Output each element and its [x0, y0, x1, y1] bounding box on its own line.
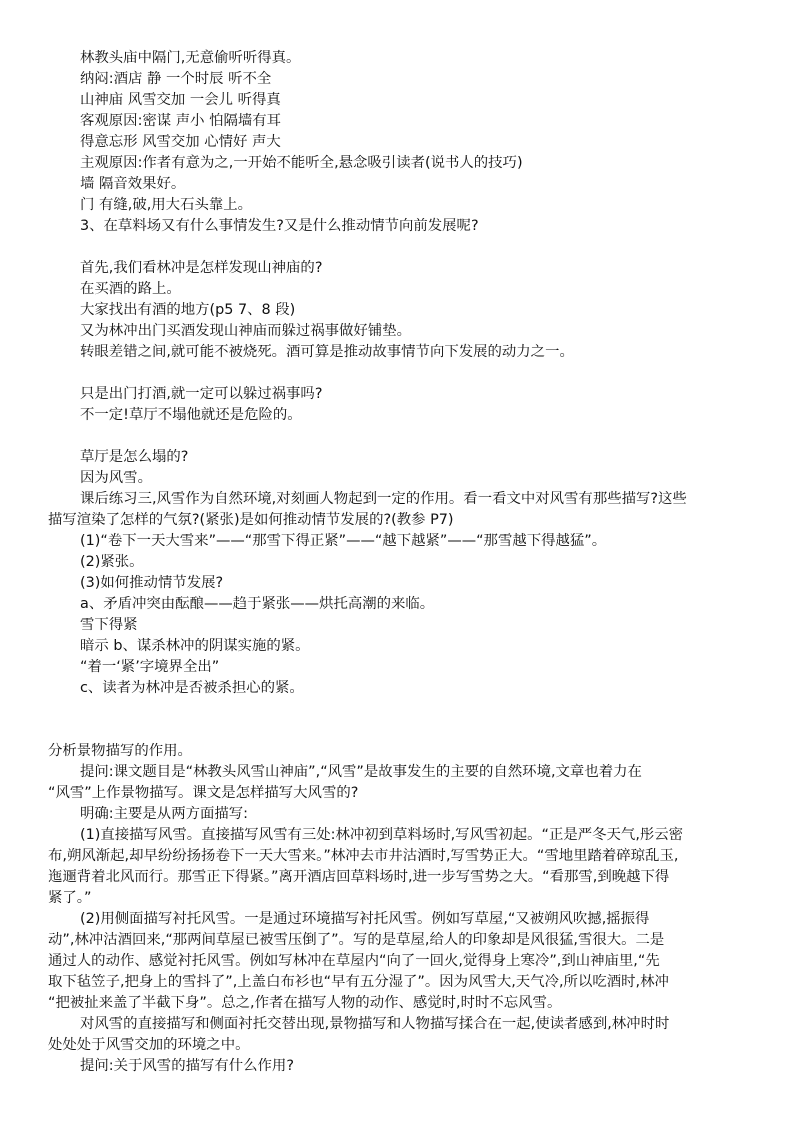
text-line: 雪下得紧 [80, 617, 138, 633]
text-line: 动”,林冲沽酒回来,“那两间草屋已被雪压倒了”。写的是草屋,给人的印象却是风很猛,雪很大。二是 [48, 932, 665, 948]
text-line: 首先,我们看林冲是怎样发现山神庙的? [80, 260, 323, 276]
text-line: 草厅是怎么塌的? [80, 449, 189, 465]
text-line: “把被扯来盖了半截下身”。总之,作者在描写人物的动作、感觉时,时时不忘风雪。 [48, 995, 562, 1011]
text-line: 布,朔风渐起,却早纷纷扬扬卷下一天大雪来。”林冲去市井沽酒时,写雪势正大。“雪地里踏着碎琼乱玉, [48, 848, 679, 864]
text-line: 主观原因:作者有意为之,一开始不能听全,悬念吸引读者(说书人的技巧) [80, 155, 523, 171]
text-line: 不一定!草厅不塌他就还是危险的。 [80, 407, 302, 423]
text-line: 通过人的动作、感觉衬托风雪。例如写林冲在草屋内“向了一回火,觉得身上寒冷”,到山神庙里,“先 [48, 953, 660, 969]
text-line: 得意忘形 风雪交加 心情好 声大 [80, 134, 281, 150]
text-line: 暗示 b、谋杀林冲的阴谋实施的紧。 [80, 638, 310, 654]
text-line: “风雪”上作景物描写。课文是怎样描写大风雪的? [48, 785, 359, 801]
text-line: 提问:关于风雪的描写有什么作用? [80, 1058, 294, 1074]
text-line: 紧了。” [48, 890, 92, 906]
text-line: 墙 隔音效果好。 [80, 176, 186, 192]
text-line: 明确:主要是从两方面描写: [80, 806, 248, 822]
text-line: 对风雪的直接描写和侧面衬托交替出现,景物描写和人物描写揉合在一起,使读者感到,林冲时时 [80, 1016, 670, 1032]
text-line: 提问:课文题目是“林教头风雪山神庙”,“风雪”是故事发生的主要的自然环境,文章也着力在 [80, 764, 642, 780]
text-line: 门 有缝,破,用大石头靠上。 [80, 197, 253, 213]
text-line: 课后练习三,风雪作为自然环境,对刻画人物起到一定的作用。看一看文中对风雪有那些描写?这些 [80, 491, 687, 507]
text-line: c、读者为林冲是否被杀担心的紧。 [80, 680, 304, 696]
text-line: 转眼差错之间,就可能不被烧死。酒可算是推动故事情节向下发展的动力之一。 [80, 344, 574, 360]
question-heading: 3、在草料场又有什么事情发生?又是什么推动情节向前发展呢? [80, 218, 479, 234]
text-line: 只是出门打酒,就一定可以躲过祸事吗? [80, 386, 323, 402]
text-line: 在买酒的路上。 [80, 281, 181, 297]
text-line: 又为林冲出门买酒发现山神庙而躲过祸事做好铺垫。 [80, 323, 411, 339]
text-line: 山神庙 风雪交加 一会儿 听得真 [80, 92, 281, 108]
text-line: (2)用侧面描写衬托风雪。一是通过环境描写衬托风雪。例如写草屋,“又被朔风吹撼,摇振得 [80, 911, 650, 927]
text-line: 大家找出有酒的地方(p5 7、8 段) [80, 302, 296, 318]
text-line: 迤逦背着北风而行。那雪正下得紧。”离开酒店回草料场时,进一步写雪势之大。“看那雪,到晚越下得 [48, 869, 670, 885]
text-line: 纳闷:酒店 静 一个时辰 听不全 [80, 71, 272, 87]
text-line: “着一‘紧’字境界全出” [80, 659, 220, 675]
text-line: (2)紧张。 [80, 554, 144, 570]
text-line: 取下毡笠子,把身上的雪抖了”,上盖白布衫也“早有五分湿了”。因为风雪大,天气冷,所以吃酒时,林冲 [48, 974, 669, 990]
text-line: a、矛盾冲突由酝酿——趋于紧张——烘托高潮的来临。 [80, 596, 435, 612]
text-line: 客观原因:密谋 声小 怕隔墙有耳 [80, 113, 282, 129]
text-line: (1)直接描写风雪。直接描写风雪有三处:林冲初到草料场时,写风雪初起。“正是严冬天气,彤云密 [80, 827, 684, 843]
text-line: 林教头庙中隔门,无意偷听听得真。 [80, 50, 301, 66]
section-heading: 分析景物描写的作用。 [48, 743, 192, 759]
text-line: (3)如何推动情节发展? [80, 575, 224, 591]
text-line: 描写渲染了怎样的气氛?(紧张)是如何推动情节发展的?(教参 P7) [48, 512, 454, 528]
text-line: 因为风雪。 [80, 470, 152, 486]
text-line: 处处处于风雪交加的环境之中。 [48, 1037, 250, 1053]
text-line: (1)“卷下一天大雪来”——“那雪下得正紧”——“越下越紧”——“那雪越下得越猛”。 [80, 533, 607, 549]
